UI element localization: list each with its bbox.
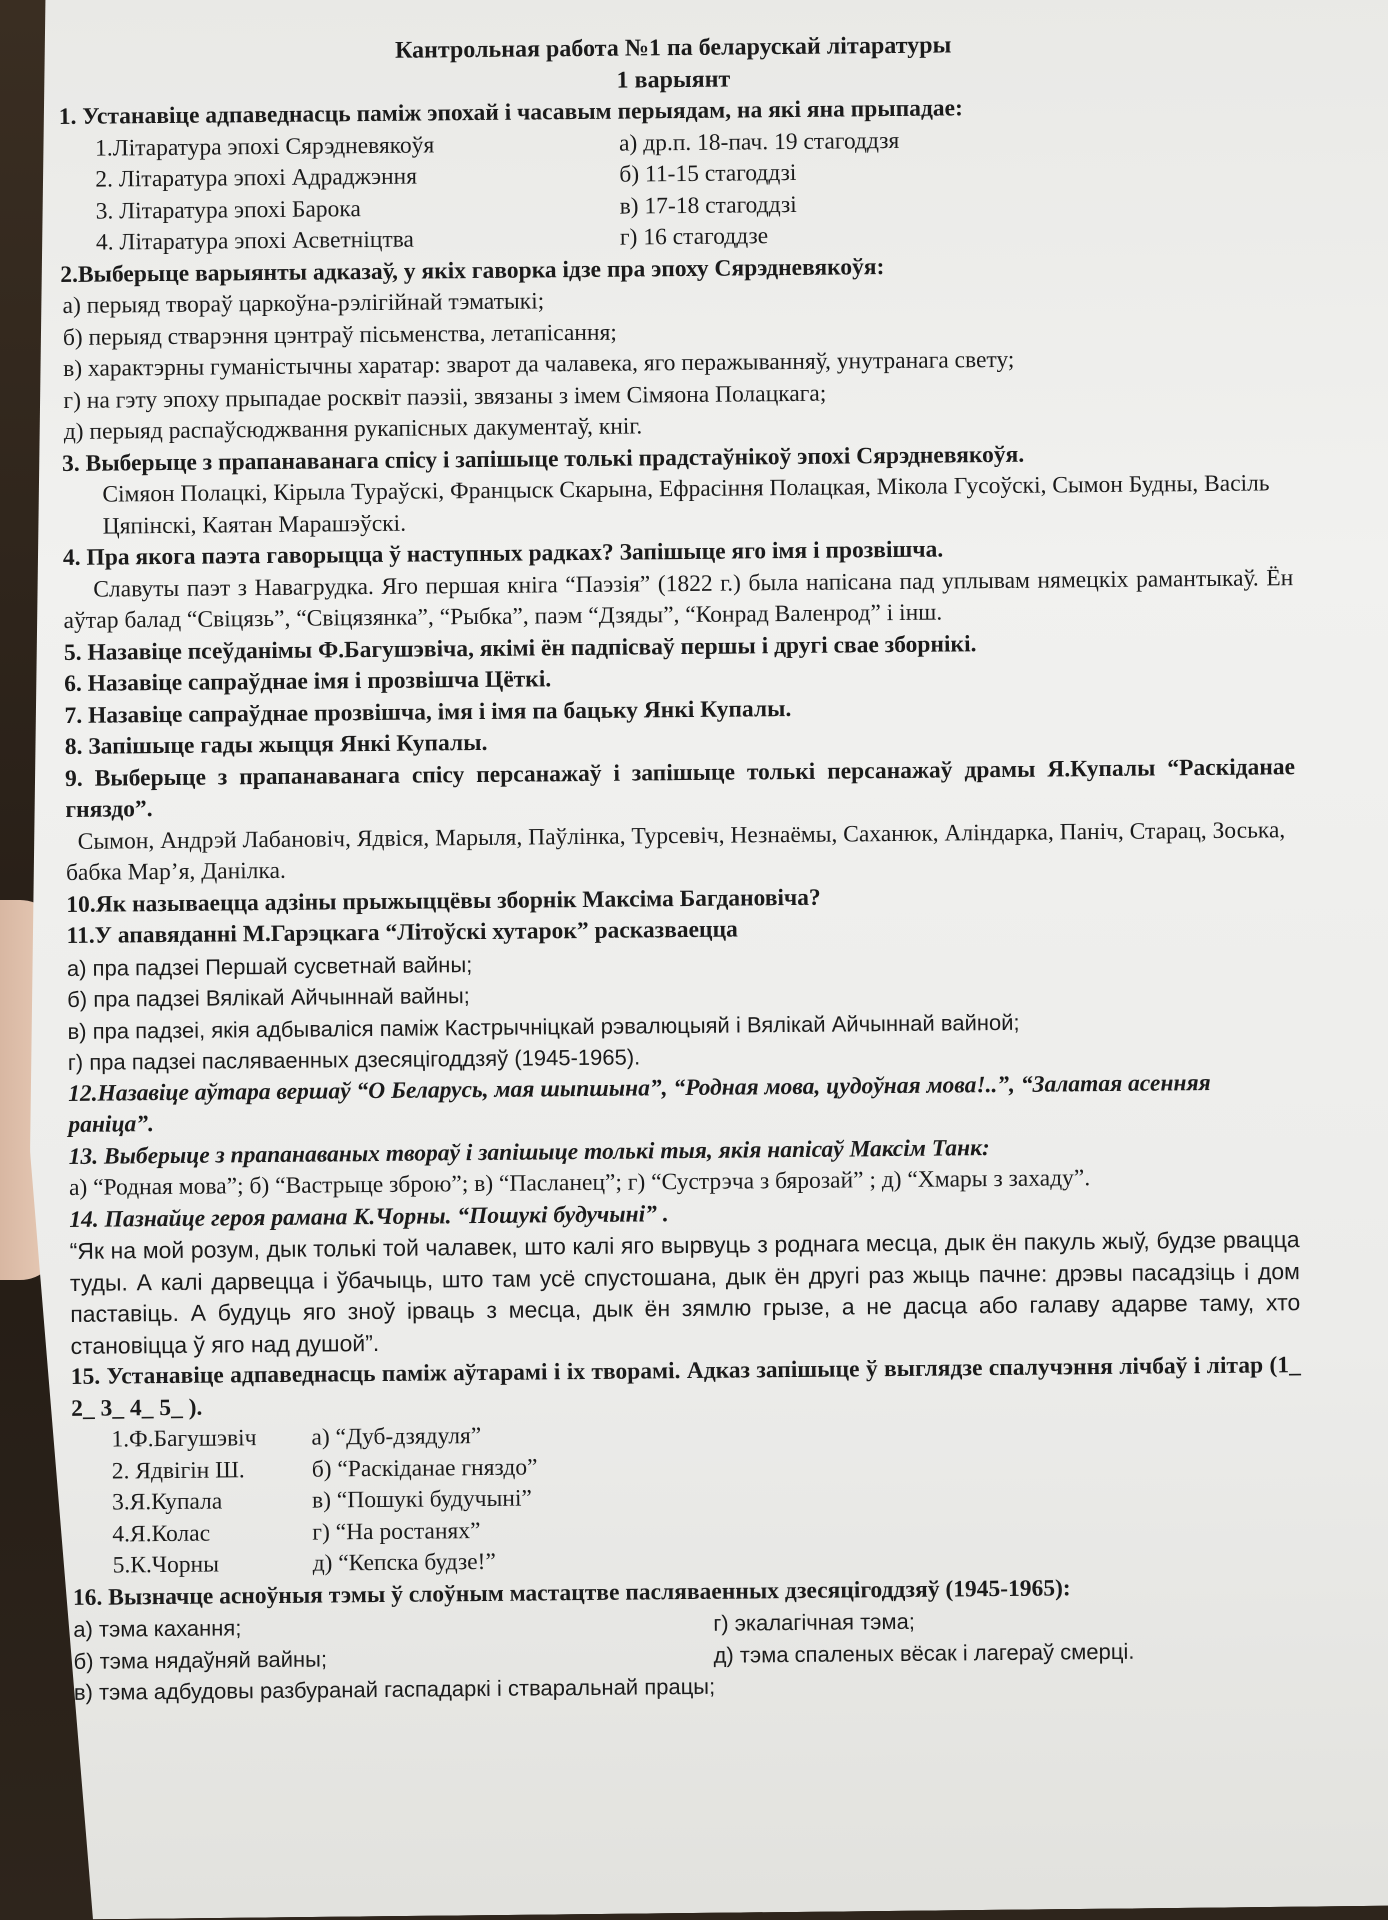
q15-work-c: в) “Пошукі будучыні”: [311, 1485, 532, 1514]
q13-list: а) “Родная мова”; б) “Вастрыце зброю”; в) “Пасланец”; г) “Сустрэча з бярозай” ; д) “Хмары з захаду”.: [68, 1165, 1091, 1201]
question-14: 14. Пазнайце героя рамана К.Чорны. “Пошукі будучыні” .: [69, 1200, 669, 1233]
q14-quote: “Як на мой розум, дык толькі той чалавек, што калі яго вырвуць з роднага месца, дык ён пакуль жыў, будзе рвацца туды. А калі дарвецца і ўбачыць, што там усё спустошана, дык ён другі раз жыць пачне: дрэвы пасадзіць і дом паставіць. А будуць яго зноў ірваць з месца, дык ён зямлю грызе, а не дасца або галаву адарве таму, хто становіцца ў яго над душой”.: [69, 1226, 1301, 1359]
q1-left-3: 3. Літаратура эпохі Барока: [95, 195, 361, 225]
question-16: 16. Вызначце асноўныя тэмы ў слоўным мастацтве пасляваенных дзесяцігоддзяў (1945-1965):: [72, 1574, 1071, 1611]
question-12: 12.Назавіце аўтара вершаў “О Беларусь, мая шыпшына”, “Родная мова, цудоўная мова!..”, “Залатая асенняя раніца”.: [68, 1069, 1211, 1138]
q2-option-a: а) перыяд твораў царкоўна-рэлігійнай тэматыкі;: [62, 288, 545, 319]
question-5: 5. Назавіце псеўданімы Ф.Багушэвіча, якімі ён падпісваў першы і другі свае зборнікі.: [63, 630, 977, 666]
q1-left-1: 1.Літаратура эпохі Сярэдневякоўя: [94, 131, 435, 162]
q1-left-4: 4. Літаратура эпохі Асветніцтва: [95, 226, 414, 256]
q1-left-2: 2. Літаратура эпохі Адраджэння: [95, 163, 418, 193]
q15-work-e: д) “Кепска будзе!”: [312, 1548, 496, 1577]
q16-option-a: а) тэма кахання;: [73, 1615, 242, 1642]
q2-option-c: в) характэрны гуманістычны харатар: зварот да чалавека, яго перажыванняў, унутранага свету;: [63, 346, 1015, 382]
q11-option-c: в) пра падзеі, якія адбываліся паміж Кастрычніцкай рэвалюцыяй і Вялікай Айчыннай вайной;: [67, 1009, 1020, 1044]
question-1: 1. Устанавіце адпаведнасць паміж эпохай і часавым перыядам, на які яна прыпадае:: [58, 95, 963, 130]
q16-option-d: г) экалагічная тэма;: [713, 1608, 916, 1636]
q2-option-d: г) на гэту эпоху прыпадае росквіт паэзіі, звязаны з імем Сімяона Полацкага;: [63, 380, 827, 414]
question-8: 8. Запішыце гады жыцця Янкі Купалы.: [64, 729, 488, 760]
question-6: 6. Назавіце сапраўднае імя і прозвішча Цёткі.: [64, 666, 552, 697]
question-3: 3. Выберыце з прапанаванага спісу і запішыце толькі прадстаўнікоў эпохі Сярэдневякоўя.: [61, 441, 1025, 477]
q15-author-2: 2. Ядвігін Ш.: [111, 1456, 245, 1485]
variant-label: 1 варыянт: [616, 66, 731, 94]
question-9: 9. Выберыце з прапанаванага спісу персанажаў і запішыце толькі персанажаў драмы Я.Купалы “Раскіданае гняздо”.: [64, 753, 1296, 823]
page-title: Кантрольная работа №1 па беларускай літаратуры: [394, 32, 952, 64]
q11-option-d: г) пра падзеі пасляваенных дзесяцігоддзяў (1945-1965).: [67, 1044, 641, 1075]
q3-list: Сімяон Полацкі, Кірыла Тураўскі, Францыск Скарына, Ефрасіння Полацкая, Мікола Гусоўскі, Сымон Будны, Васіль Цяпінскі, Каятан Марашэўскі.: [102, 470, 1270, 540]
q15-work-d: г) “На ростанях”: [312, 1517, 481, 1546]
q4-body: Славуты паэт з Навагрудка. Яго першая кніга “Паэзія” (1822 г.) была напісана пад уплывам нямецкіх рамантыкаў. Ён аўтар балад “Свіцязь”, “Свіцязянка”, “Рыбка”, паэм “Дзяды”, “Конрад Валенрод” і інш.: [63, 564, 1294, 634]
q11-option-a: а) пра падзеі Першай сусветнай вайны;: [66, 951, 473, 981]
question-15: 15. Устанавіце адпаведнасць паміж аўтарамі і іх творамі. Адказ запішыце ў выглядзе спалучэння лічбаў і літар (1_ 2_ 3_ 4_ 5_ ).: [70, 1352, 1301, 1422]
q16-option-b: б) тэма нядаўняй вайны;: [73, 1645, 328, 1674]
q1-right-1: а) др.п. 18-пач. 19 стагоддзя: [618, 127, 900, 157]
question-2: 2.Выберыце варыянты адказаў, у якіх гаворка ідзе пра эпоху Сярэдневякоўя:: [60, 253, 885, 288]
q2-option-e: д) перыяд распаўсюджвання рукапісных дакументаў, кніг.: [63, 413, 643, 445]
q16-option-c: в) тэма адбудовы разбуранай гаспадаркі і стваральнай працы;: [73, 1673, 716, 1705]
q1-right-4: г) 16 стагоддзе: [619, 223, 769, 251]
q15-author-3: 3.Я.Купала: [111, 1488, 223, 1516]
q15-author-1: 1.Ф.Багушэвіч: [111, 1425, 257, 1453]
q15-work-a: а) “Дуб-дзядуля”: [311, 1423, 482, 1451]
q15-work-b: б) “Раскіданае гняздо”: [311, 1453, 538, 1483]
q2-option-b: б) перыяд стварэння цэнтраў пісьменства, летапісання;: [62, 319, 617, 351]
question-11: 11.У апавяданні М.Гарэцкага “Літоўскі хутарок” расказваецца: [66, 916, 738, 949]
q15-author-5: 5.К.Чорны: [112, 1551, 220, 1579]
q11-option-b: б) пра падзеі Вялікай Айчыннай вайны;: [67, 983, 470, 1012]
q15-author-4: 4.Я.Колас: [112, 1520, 211, 1548]
q16-option-e: д) тэма спаленых вёсак і лагераў смерці.: [713, 1638, 1135, 1668]
question-4: 4. Пра якога паэта гаворыцца ў наступных радках? Запішыце яго імя і прозвішча.: [62, 536, 944, 571]
q9-list: Сымон, Андрэй Лабановіч, Ядвіся, Марыля, Паўлінка, Турсевіч, Незнаёмы, Саханюк, Аліндарка, Паніч, Старац, Зоська, бабка Мар’я, Данілка.: [65, 816, 1286, 886]
q1-right-3: в) 17-18 стагоддзі: [619, 191, 797, 220]
q1-right-2: б) 11-15 стагоддзі: [619, 159, 797, 188]
question-10: 10.Як называецца адзіны прыжыццёвы зборнік Максіма Багдановіча?: [66, 884, 821, 918]
question-13: 13. Выберыце з прапанаваных твораў і запішыце толькі тыя, якія напісаў Максім Танк:: [68, 1134, 990, 1170]
question-7: 7. Назавіце сапраўднае прозвішча, імя і імя па бацьку Янкі Купалы.: [64, 695, 792, 729]
document: [58, 26, 1304, 1708]
